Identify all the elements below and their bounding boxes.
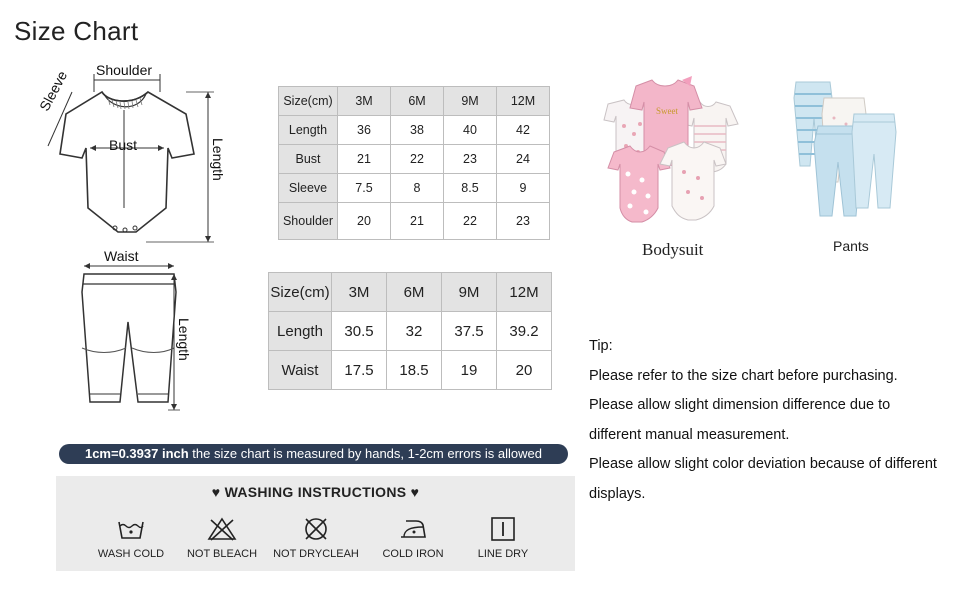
table-header-cell: 3M [332,273,387,312]
tip-line: Please allow slight color deviation because of different [589,456,937,472]
table-row [279,174,550,203]
line-dry-icon [488,516,518,542]
table-row [279,116,550,145]
bodysuit-length-label: Length [210,138,226,181]
table-header-cell: Size(cm) [269,273,332,312]
table-cell: 23 [497,203,550,240]
table-cell: Bust [279,145,338,174]
table-cell: 17.5 [332,351,387,390]
table-header-cell: 3M [338,87,391,116]
table-cell: Sleeve [279,174,338,203]
table-row [279,145,550,174]
shoulder-label: Shoulder [96,62,153,78]
cold-iron-icon [398,516,428,542]
table-header-cell: Size(cm) [279,87,338,116]
table-cell: 30.5 [332,312,387,351]
bodysuit-diagram [36,58,226,248]
table-cell: 38 [391,116,444,145]
table-cell: 8 [391,174,444,203]
banner-text: the size chart is measured by hands, 1-2cm errors is allowed [188,446,543,461]
table-cell: 42 [497,116,550,145]
table-cell: Length [269,312,332,351]
bodysuit-caption: Bodysuit [642,240,704,259]
line-dry-label: LINE DRY [477,548,529,560]
table-cell: 37.5 [442,312,497,351]
table-row [269,312,552,351]
pants-product-image [790,78,900,218]
table-cell: 22 [391,145,444,174]
no-bleach-label: NOT BLEACH [186,548,258,560]
banner-conversion: 1cm=0.3937 inch [84,446,189,461]
table-row [269,351,552,390]
wash-cold-item [83,516,179,560]
table-header-cell: 12M [497,87,550,116]
table-cell: 36 [338,116,391,145]
table-cell: 22 [444,203,497,240]
table-cell: 40 [444,116,497,145]
table-header-cell: 12M [497,273,552,312]
table-header-cell: 9M [442,273,497,312]
table-cell: 24 [497,145,550,174]
cold-iron-item [365,516,461,560]
page-title: Size Chart [14,16,139,46]
table-header-cell: 6M [387,273,442,312]
table-cell: 21 [391,203,444,240]
tips-heading: Tip: [589,338,613,354]
waist-label: Waist [104,248,139,264]
washing-title: ♥ WASHING INSTRUCTIONS ♥ [211,484,420,500]
no-dryclean-label: NOT DRYCLEAH [273,548,359,560]
table-header-cell: 9M [444,87,497,116]
table-cell: 20 [338,203,391,240]
tip-line: different manual measurement. [589,426,790,443]
bust-label: Bust [109,137,138,153]
measurement-banner [59,444,568,464]
table-cell: Length [279,116,338,145]
pants-size-table [268,272,552,390]
pants-length-label: Length [176,318,192,361]
svg-text:Sweet: Sweet [656,106,678,116]
tip-line: displays. [589,485,646,502]
table-cell: 8.5 [444,174,497,203]
table-row [279,203,550,240]
wash-cold-label: WASH COLD [97,548,165,560]
wash-cold-icon [116,516,146,542]
no-bleach-icon [207,516,237,542]
table-cell: 39.2 [497,312,552,351]
line-dry-item [455,516,551,560]
table-cell: Waist [269,351,332,390]
table-cell: Shoulder [279,203,338,240]
table-cell: 7.5 [338,174,391,203]
table-cell: 18.5 [387,351,442,390]
table-cell: 19 [442,351,497,390]
table-header-row [269,273,552,312]
bodysuit-size-table [278,86,550,240]
no-dryclean-item [268,516,364,560]
bodysuit-product-image [598,76,742,226]
table-cell: 23 [444,145,497,174]
table-cell: 21 [338,145,391,174]
cold-iron-label: COLD IRON [382,548,444,560]
tip-line: Please refer to the size chart before purchasing. [589,367,898,384]
no-dryclean-icon [301,516,331,542]
table-cell: 9 [497,174,550,203]
table-header-row [279,87,550,116]
washing-instructions-panel [56,476,575,571]
table-cell: 32 [387,312,442,351]
tips-section [589,332,964,509]
table-header-cell: 6M [391,87,444,116]
table-cell: 20 [497,351,552,390]
pants-caption: Pants [833,238,869,254]
sleeve-label: Sleeve [36,68,71,114]
no-bleach-item [174,516,270,560]
tip-line: Please allow slight dimension difference due to [589,397,891,413]
